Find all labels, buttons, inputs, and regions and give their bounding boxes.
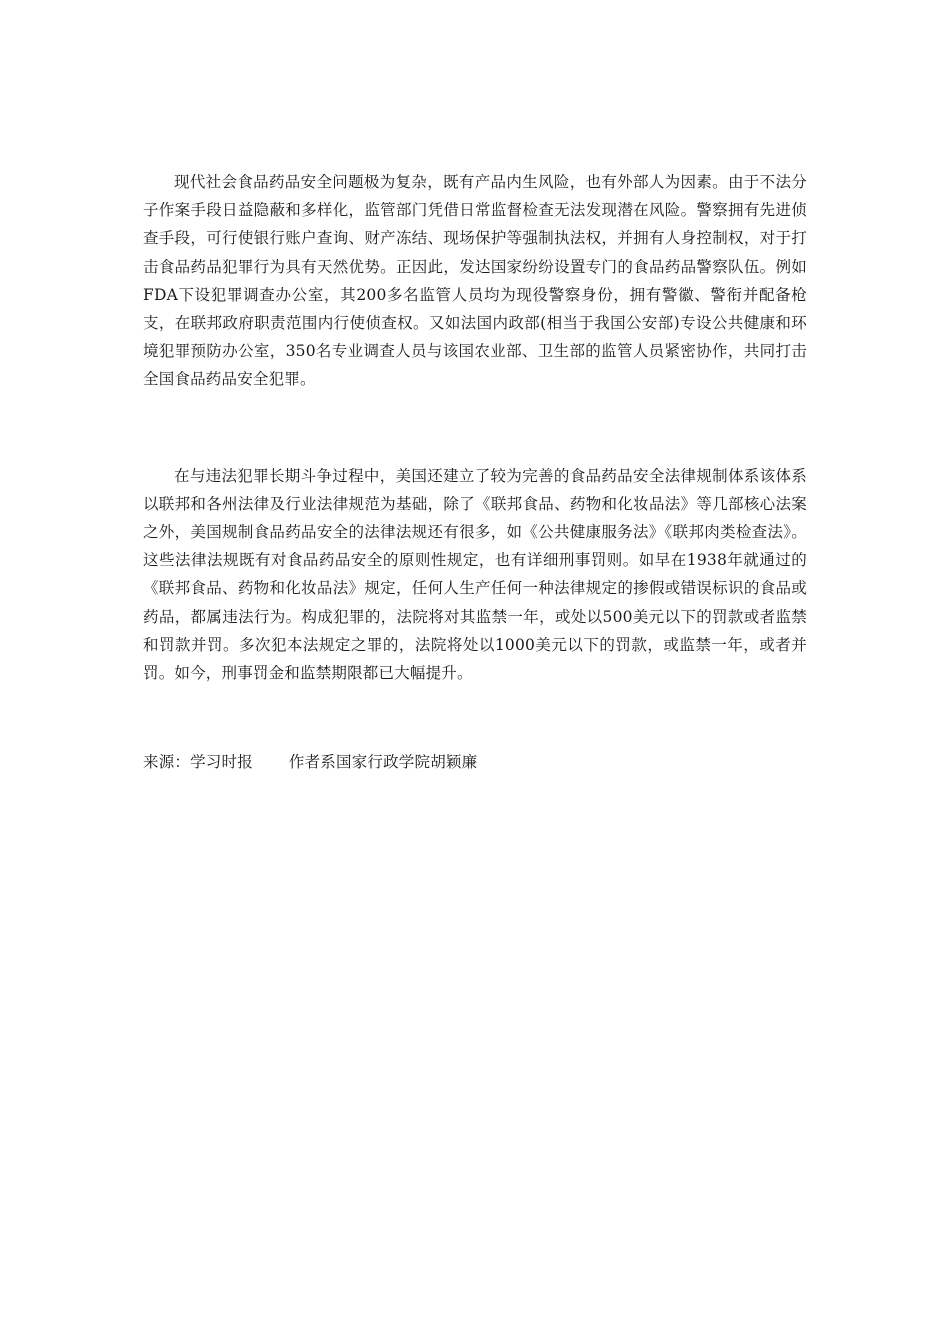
- document-body: [143, 168, 807, 776]
- source-label: 来源：学习时报: [143, 753, 253, 772]
- paragraph-us-legal-system: 在与违法犯罪长期斗争过程中，美国还建立了较为完善的食品药品安全法律规制体系该体系以联邦和各州法律及行业法律规范为基础，除了《联邦食品、药物和化妆品法》等几部核心法案之外，美国规制食品药品安全的法律法规还有很多，如《公共健康服务法》《联邦肉类检查法》。这些法律法规既有对食品药品安全的原则性规定，也有详细刑事罚则。如早在1938年就通过的《联邦食品、药物和化妆品法》规定，任何人生产任何一种法律规定的掺假或错误标识的食品或药品，都属违法行为。构成犯罪的，法院将对其监禁一年，或处以500美元以下的罚款或者监禁和罚款并罚。多次犯本法规定之罪的，法院将处以1000美元以下的罚款，或监禁一年，或者并罚。如今，刑事罚金和监禁期限都已大幅提升。: [143, 466, 807, 683]
- author-label: 作者系国家行政学院胡颖廉: [288, 753, 478, 772]
- source-attribution: [143, 748, 807, 776]
- paragraph-food-drug-police: 现代社会食品药品安全问题极为复杂，既有产品内生风险，也有外部人为因素。由于不法分子作案手段日益隐蔽和多样化，监管部门凭借日常监督检查无法发现潜在风险。警察拥有先进侦查手段，可行使银行账户查询、财产冻结、现场保护等强制执法权，并拥有人身控制权，对于打击食品药品犯罪行为具有天然优势。正因此，发达国家纷纷设置专门的食品药品警察队伍。例如FDA下设犯罪调查办公室，其200多名监管人员均为现役警察身份，拥有警徽、警衔并配备枪支，在联邦政府职责范围内行使侦查权。又如法国内政部(相当于我国公安部)专设公共健康和环境犯罪预防办公室，350名专业调查人员与该国农业部、卫生部的监管人员紧密协作，共同打击全国食品药品安全犯罪。: [143, 173, 807, 389]
